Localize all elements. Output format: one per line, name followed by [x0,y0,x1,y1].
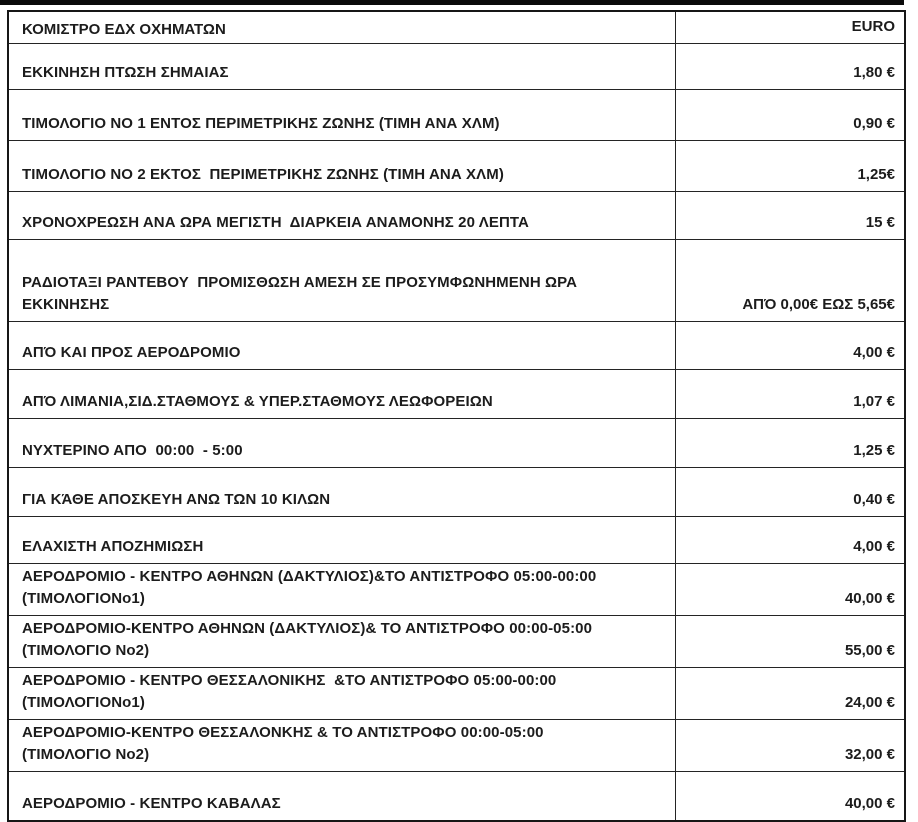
fare-price: 1,25€ [675,140,905,191]
fare-price: 4,00 € [675,516,905,563]
fare-table [7,10,906,822]
fare-description: ΡΑΔΙΟΤΑΞΙ ΡΑΝΤΕΒΟΥ ΠΡΟΜΙΣΘΩΣΗ ΑΜΕΣΗ ΣΕ ΠΡΟΣΥΜΦΩΝΗΜΕΝΗ ΩΡΑ [22,273,578,291]
fare-description: ΤΙΜΟΛΟΓΙΟ ΝΟ 2 ΕΚΤΟΣ ΠΕΡΙΜΕΤΡΙΚΗΣ ΖΩΝΗΣ (ΤΙΜΗ ΑΝΑ ΧΛΜ) [22,165,504,183]
table-row [8,719,905,771]
fare-description-line2: (ΤΙΜΟΛΟΓΙΟ Νο2) [22,745,150,763]
fare-price: 40,00 € [675,563,905,615]
fare-description-cell [8,719,675,771]
fare-price: 0,40 € [675,467,905,516]
fare-price: 1,25 € [675,418,905,467]
table-row [8,516,905,563]
fare-description-cell [8,140,675,191]
fare-description: ΧΡΟΝΟΧΡΕΩΣΗ ΑΝΑ ΩΡΑ ΜΕΓΙΣΤΗ ΔΙΑΡΚΕΙΑ ΑΝΑΜΟΝΗΣ 20 ΛΕΠΤΑ [22,213,529,231]
fare-description-line2: (ΤΙΜΟΛΟΓΙΟ Νο2) [22,641,150,659]
fare-description-cell [8,771,675,821]
fare-price: 40,00 € [675,771,905,821]
fare-description: ΝΥΧΤΕΡΙΝΟ ΑΠΟ 00:00 - 5:00 [22,441,243,459]
fare-price: 1,80 € [675,43,905,89]
fare-description: ΑΕΡΟΔΡΟΜΙΟ - ΚΕΝΤΡΟ ΑΘΗΝΩΝ (ΔΑΚΤΥΛΙΟΣ)&ΤΟ ΑΝΤΙΣΤΡΟΦΟ 05:00-00:00 [22,567,597,585]
table-row [8,191,905,239]
table-header-row [8,11,905,43]
table-row [8,321,905,369]
header-fare-title: ΚΟΜΙΣΤΡΟ ΕΔΧ ΟΧΗΜΑΤΩΝ [8,11,675,43]
fare-description-line2: (ΤΙΜΟΛΟΓΙΟΝο1) [22,589,145,607]
fare-price: ΑΠΌ 0,00€ ΕΩΣ 5,65€ [675,239,905,321]
fare-description-line2: (ΤΙΜΟΛΟΓΙΟΝο1) [22,693,145,711]
fare-description-cell [8,191,675,239]
fare-price: 0,90 € [675,89,905,140]
table-row [8,369,905,418]
fare-description-cell [8,467,675,516]
fare-description-cell [8,418,675,467]
fare-description: ΑΕΡΟΔΡΟΜΙΟ-ΚΕΝΤΡΟ ΘΕΣΣΑΛΟΝΚΗΣ & ΤΟ ΑΝΤΙΣΤΡΟΦΟ 00:00-05:00 [22,723,544,741]
fare-price: 55,00 € [675,615,905,667]
fare-description: ΑΠΌ ΛΙΜΑΝΙΑ,ΣΙΔ.ΣΤΑΘΜΟΥΣ & ΥΠΕΡ.ΣΤΑΘΜΟΥΣ ΛΕΩΦΟΡΕΙΩΝ [22,392,493,410]
table-row [8,239,905,321]
fare-description-cell [8,89,675,140]
fare-description: ΑΕΡΟΔΡΟΜΙΟ - ΚΕΝΤΡΟ ΚΑΒΑΛΑΣ [22,795,281,812]
table-row [8,418,905,467]
table-row [8,667,905,719]
fare-description: ΓΙΑ ΚΆΘΕ ΑΠΟΣΚΕΥΗ ΑΝΩ ΤΩΝ 10 ΚΙΛΩΝ [22,490,331,508]
fare-description: ΕΛΑΧΙΣΤΗ ΑΠΟΖΗΜΙΩΣΗ [22,537,204,555]
table-row [8,771,905,821]
fare-price: 32,00 € [675,719,905,771]
fare-price: 15 € [675,191,905,239]
table-row [8,89,905,140]
fare-price: 4,00 € [675,321,905,369]
fare-description-cell [8,43,675,89]
fare-description-line2: ΕΚΚΙΝΗΣΗΣ [22,295,110,313]
fare-description: ΑΠΌ ΚΑΙ ΠΡΟΣ ΑΕΡΟΔΡΟΜΙΟ [22,343,241,361]
fare-description: ΕΚΚΙΝΗΣΗ ΠΤΩΣΗ ΣΗΜΑΙΑΣ [22,63,229,81]
fare-description-cell [8,615,675,667]
fare-description-cell [8,321,675,369]
fare-table-body [8,43,905,821]
fare-description-cell [8,667,675,719]
table-row [8,563,905,615]
fare-price: 24,00 € [675,667,905,719]
fare-description: ΑΕΡΟΔΡΟΜΙΟ - ΚΕΝΤΡΟ ΘΕΣΣΑΛΟΝΙΚΗΣ &ΤΟ ΑΝΤΙΣΤΡΟΦΟ 05:00-00:00 [22,671,557,689]
fare-description-cell [8,563,675,615]
top-border-bar [0,0,904,5]
header-currency-label: EURO [675,11,905,43]
fare-description-cell [8,239,675,321]
table-row [8,467,905,516]
fare-description-cell [8,516,675,563]
table-row [8,43,905,89]
table-row [8,140,905,191]
fare-description-cell [8,369,675,418]
fare-price: 1,07 € [675,369,905,418]
fare-description: ΤΙΜΟΛΟΓΙΟ ΝΟ 1 ΕΝΤΟΣ ΠΕΡΙΜΕΤΡΙΚΗΣ ΖΩΝΗΣ (ΤΙΜΗ ΑΝΑ ΧΛΜ) [22,114,500,132]
fare-description: ΑΕΡΟΔΡΟΜΙΟ-ΚΕΝΤΡΟ ΑΘΗΝΩΝ (ΔΑΚΤΥΛΙΟΣ)& ΤΟ ΑΝΤΙΣΤΡΟΦΟ 00:00-05:00 [22,619,593,637]
table-row [8,615,905,667]
